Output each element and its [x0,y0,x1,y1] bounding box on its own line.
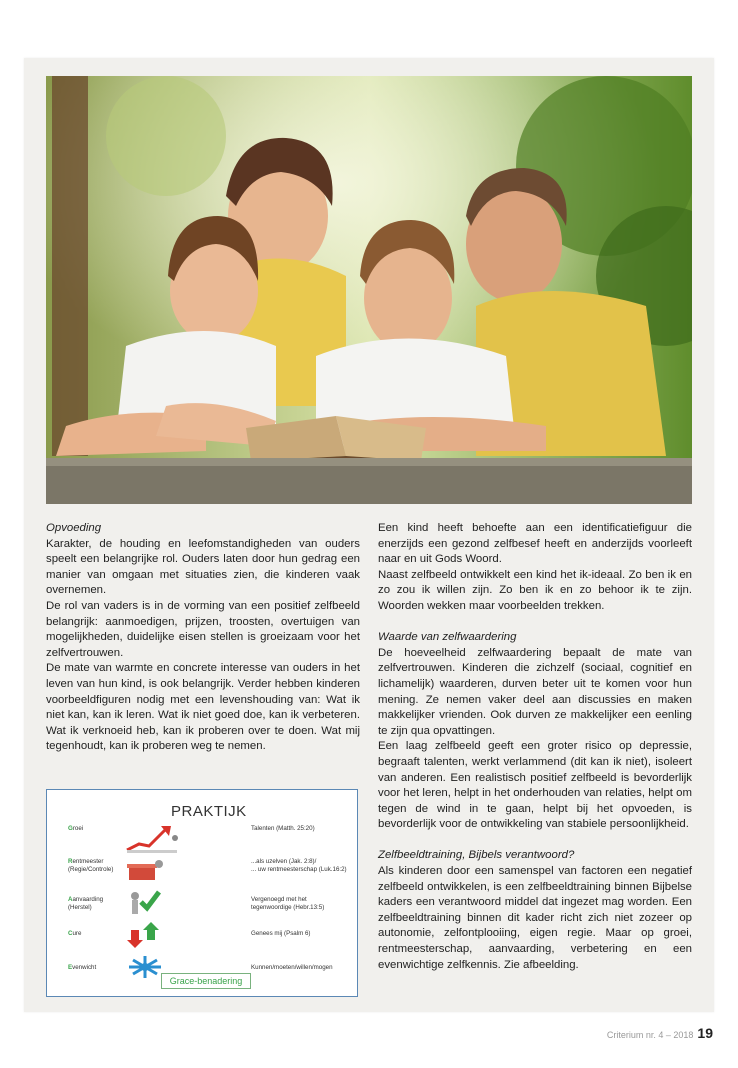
paragraph: Een kind heeft behoefte aan een identificatiefiguur die enerzijds een gezond zelfbesef heeft en anderzijds voorleeft naar en uit Gods Woord. [378,522,692,566]
praktijk-title: PRAKTIJK [171,803,247,820]
paragraph: Een laag zelfbeeld geeft een groter risico op depressie, begraaft talenten, werkt verlammend (dit kan ik niet), isoleert van anderen. Een realistisch positief zelfbeeld is bevorderlijk voor het leren, helpt in het onderhouden van relaties, helpt om tegen de wind in te gaan, helpt bij het opvoeden, is bevorderlijk voor de ontwikkeling van stabiele persoonlijkheid. [378,740,692,831]
paragraph: Naast zelfbeeld ontwikkelt een kind het ik-ideaal. Zo ben ik en zo zou ik willen zijn. Zo ben ik en zo behoor ik te zijn. Woorden wekken maar voorbeelden trekken. [378,568,692,612]
grace-benadering-label: Grace-benadering [161,973,251,989]
balance-figures-icon [125,952,165,982]
growth-arrow-icon [125,824,181,854]
up-down-arrows-icon [125,920,165,950]
paragraph: De hoeveelheid zelfwaardering bepaalt de mate van zelfvertrouwen. Kinderen die zichzelf (sociaal, cognitief en lichamelijk) waarderen, durven beter uit te komen voor hun mening. Ze nemen vaker deel aan discussies en maken makkelijker vrienden. Ook durven ze makkelijker een eenling te zijn qua opvattingen. [378,646,692,737]
desk-figure-icon [125,858,165,882]
page-footer [607,1025,713,1041]
section-heading-waarde: Waarde van zelfwaardering [378,631,517,644]
paragraph: De mate van warmte en concrete interesse van ouders in het leven van hun kind, is ook belangrijk. Verder hebben kinderen voorbeeldfiguren nodig met een levenshouding van: Wat ik niet kan, kan ik leren. Wat ik niet goed doe, kan ik verbeteren. Wat ik verknoeid heb, kan ik proberen over te doen. Wat mij tegenhoudt, kan ik proberen weg te nemen. [46,662,360,753]
section-heading-opvoeding: Opvoeding [46,522,102,534]
family-reading-photo [46,76,692,504]
magazine-source: Criterium nr. 4 – 2018 [606,1030,694,1040]
paragraph: Karakter, de houding en leefomstandigheden van ouders speelt een belangrijke rol. Ouders laten door hun gedrag een manier van omgaan met situaties zien, die kinderen vaak overnemen. [46,537,360,597]
praktijk-diagram: PRAKTIJK Groei Talenten (Matth. 25:20) Rentmeester (Regie/Controle) ...als uzelven (Jak. 2:8)/ ... uw rentmeesterschap (Luk.16:2) Aanvaarding (Herstel) Vergenoegd met het tegenwoordige (Hebr.13:5) Cure Genees mij (Psalm 6) Evenwicht Kunnen/moeten/willen/mogen Grace-benadering [46,789,358,997]
page-number: 19 [697,1025,713,1041]
paragraph: De rol van vaders is in de vorming van een positief zelfbeeld belangrijk: aanmoedigen, prijzen, troosten, overtuigen van mogelijkheden, duidelijke eisen stellen is groeizaam voor het zelfvertrouwen. [46,599,360,659]
section-heading-zelfbeeldtraining: Zelfbeeldtraining, Bijbels verantwoord? [378,849,575,862]
right-column [378,521,692,973]
checkmark-figure-icon [125,888,165,918]
paragraph: Als kinderen door een samenspel van factoren een negatief zelfbeeld ontwikkelen, is een zelfbeeldtraining binnen Bijbelse kaders een verantwoord middel dat ingezet mag worden. Een zelfbeeldtraining binnen dit kader richt zich niet zozeer op autonomie, zelfontplooiing, eigen regie. Maar op groei, rentmeesterschap, aanvaarding, verbetering en een evenwichtige zelfkennis. Zie afbeelding. [378,865,692,971]
left-column [46,521,360,755]
